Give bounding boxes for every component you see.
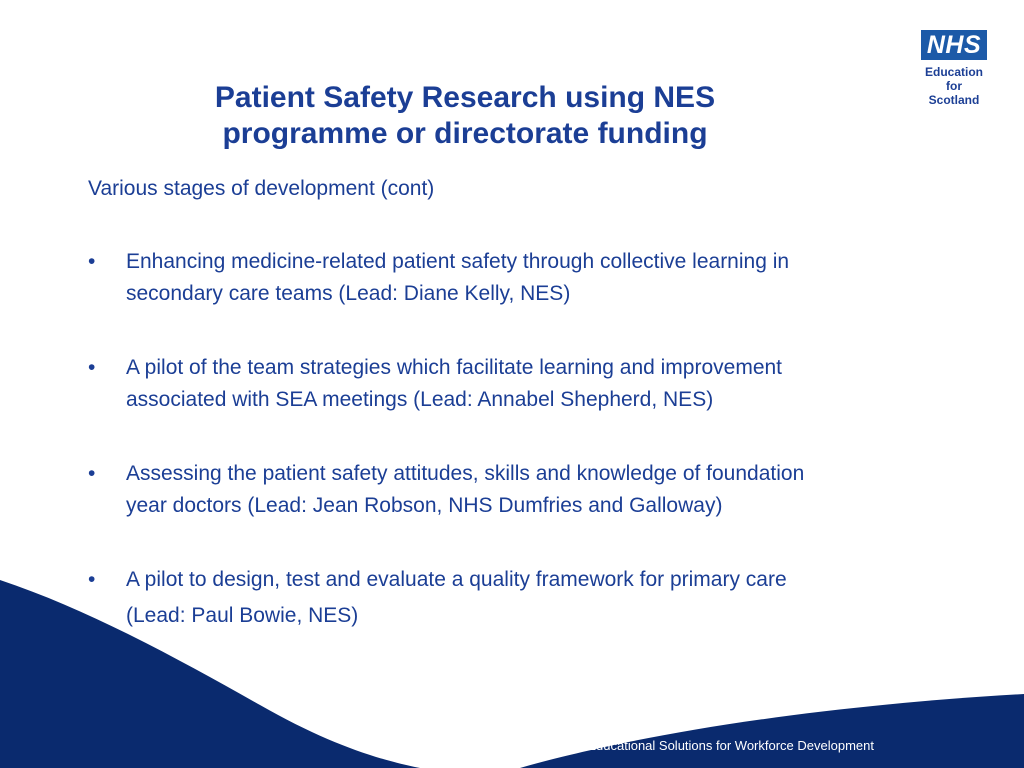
bullet-marker: • (88, 568, 96, 591)
bullet-item (88, 352, 968, 416)
title-line: Patient Safety Research using NES (214, 81, 716, 114)
bullet-text-line: Enhancing medicine-related patient safety through collective learning in (126, 250, 790, 273)
logo-text-line: Education (924, 65, 983, 79)
bullet-text-line: (Lead: Paul Bowie, NES) (126, 604, 359, 627)
bullet-marker: • (88, 356, 96, 379)
bullet-marker: • (88, 462, 96, 485)
bullet-text-line: A pilot of the team strategies which facilitate learning and improvement (126, 356, 783, 379)
bullet-item (88, 564, 968, 632)
slide-subtitle: Various stages of development (cont) (88, 177, 435, 200)
slide-title (150, 80, 780, 152)
bullet-text-line: Assessing the patient safety attitudes, skills and knowledge of foundation (126, 462, 805, 485)
nhs-logo-mark: NHS (921, 30, 987, 60)
footer-tagline: Educational Solutions for Workforce Development (587, 738, 874, 753)
bullet-text-line: year doctors (Lead: Jean Robson, NHS Dumfries and Galloway) (126, 494, 723, 517)
title-line: programme or directorate funding (222, 117, 708, 150)
bullet-text-line: associated with SEA meetings (Lead: Annabel Shepherd, NES) (126, 388, 714, 411)
logo-text-line: Scotland (928, 93, 980, 107)
nhs-education-scotland-logo (912, 30, 996, 107)
bullet-item (88, 458, 968, 522)
bullet-list (88, 246, 968, 674)
bullet-item (88, 246, 968, 310)
bullet-text-line: A pilot to design, test and evaluate a quality framework for primary care (126, 568, 787, 591)
bullet-text-line: secondary care teams (Lead: Diane Kelly, NES) (126, 282, 571, 305)
bullet-marker: • (88, 250, 96, 273)
logo-text (912, 65, 996, 107)
logo-text-line: for (946, 79, 962, 93)
